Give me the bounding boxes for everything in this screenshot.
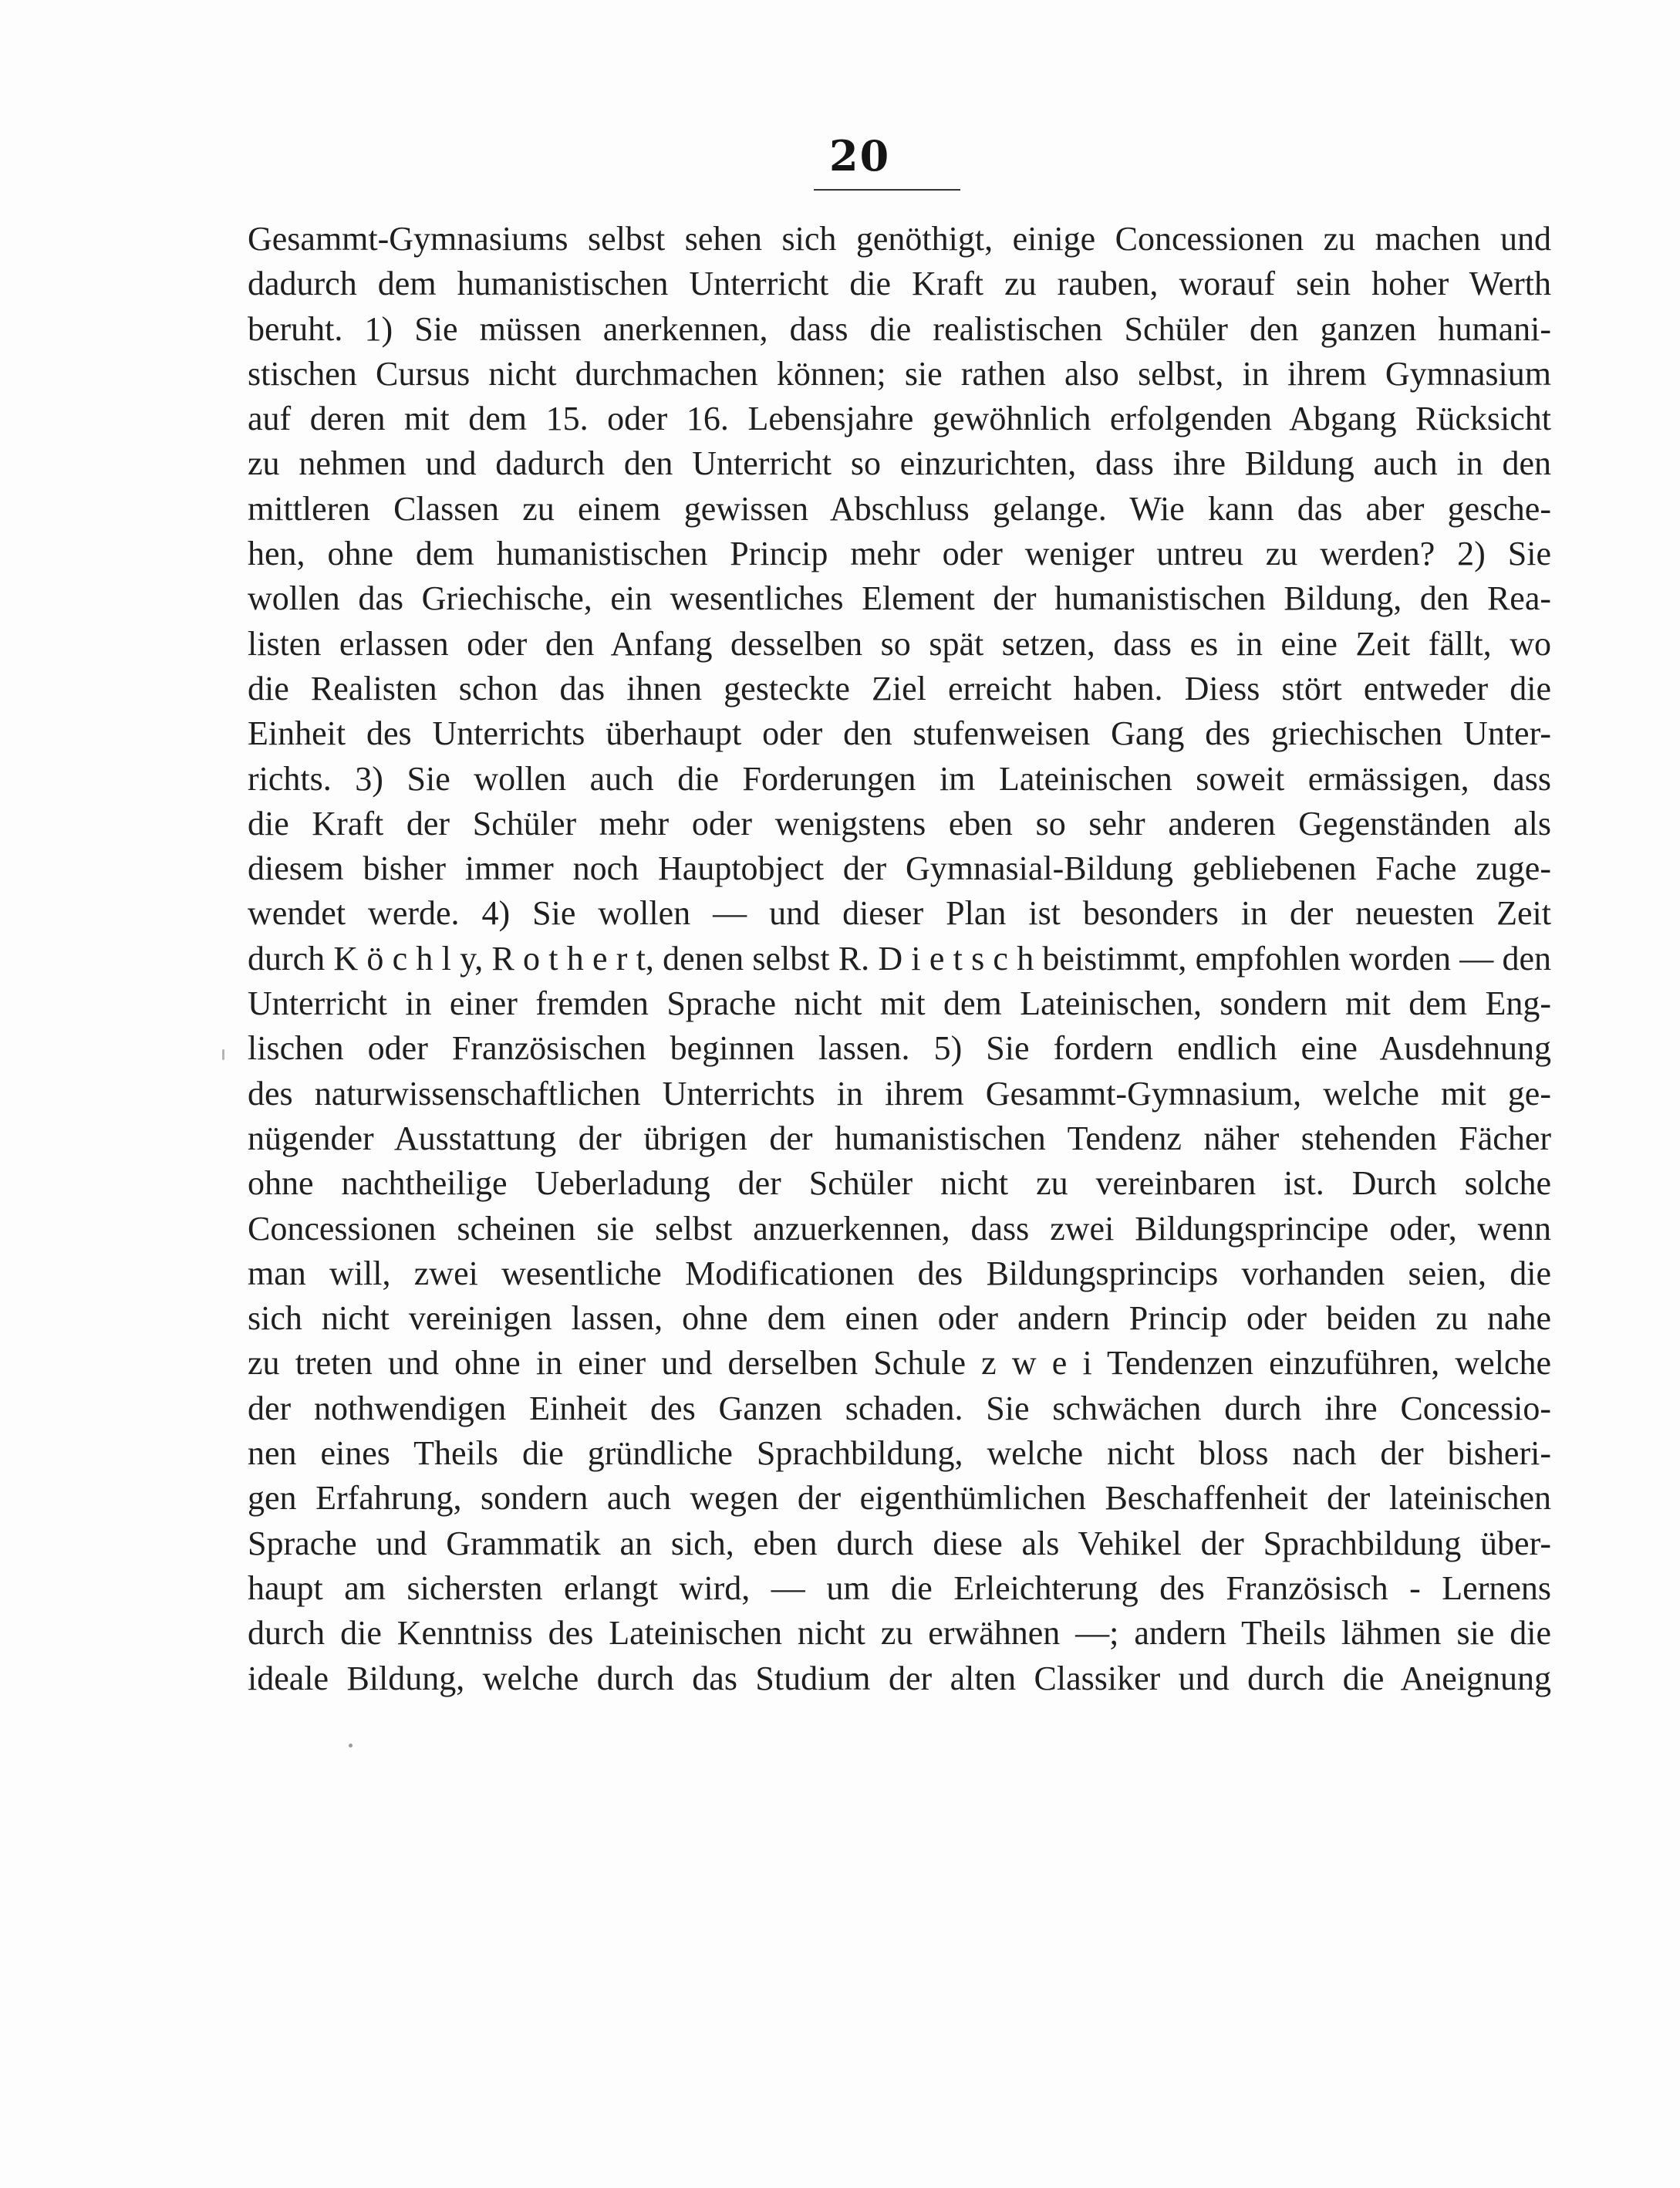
text-line: zu nehmen und dadurch den Unterricht so einzurichten, dass ihre Bildung auch in den — [248, 444, 1551, 483]
text-line: durch K ö c h l y, R o t h e r t, denen selbst R. D i e t s c h beistimmt, empfohlen worden — den — [248, 939, 1551, 978]
text-line: gen Erfahrung, sondern auch wegen der eigenthümlichen Beschaffenheit der lateinischen — [248, 1479, 1551, 1518]
text-line: listen erlassen oder den Anfang desselben so spät setzen, dass es in eine Zeit fällt, wo — [248, 624, 1551, 663]
text-line: hen, ohne dem humanistischen Princip mehr oder weniger untreu zu werden? 2) Sie — [248, 535, 1551, 573]
text-line: die Realisten schon das ihnen gesteckte Ziel erreicht haben. Diess stört entweder die — [248, 669, 1551, 707]
text-line: haupt am sichersten erlangt wird, — um die Erleichterung des Französisch - Lernens — [248, 1568, 1551, 1607]
text-line: richts. 3) Sie wollen auch die Forderungen im Lateinischen soweit ermässigen, dass — [248, 759, 1551, 798]
text-line: beruht. 1) Sie müssen anerkennen, dass die realistischen Schüler den ganzen humani- — [248, 309, 1551, 348]
text-line: wendet werde. 4) Sie wollen — und dieser Plan ist besonders in der neuesten Zeit — [248, 894, 1551, 933]
text-line: Einheit des Unterrichts überhaupt oder den stufenweisen Gang des griechischen Unter- — [248, 714, 1551, 753]
text-line: Concessionen scheinen sie selbst anzuerkennen, dass zwei Bildungsprincipe oder, wenn — [248, 1209, 1551, 1248]
text-line: Unterricht in einer fremden Sprache nicht mit dem Lateinischen, sondern mit dem Eng- — [248, 984, 1551, 1023]
text-line: man will, zwei wesentliche Modificationen des Bildungsprincips vorhanden seien, die — [248, 1254, 1551, 1292]
text-line: Sprache und Grammatik an sich, eben durch diese als Vehikel der Sprachbildung über- — [248, 1524, 1551, 1562]
text-line: Gesammt-Gymnasiums selbst sehen sich genöthigt, einige Concessionen zu machen und — [248, 220, 1551, 258]
body-text — [248, 217, 1551, 1701]
ink-speck — [349, 1744, 353, 1747]
text-line: lischen oder Französischen beginnen lassen. 5) Sie fordern endlich eine Ausdehnung — [248, 1029, 1551, 1068]
text-line: der nothwendigen Einheit des Ganzen schaden. Sie schwächen durch ihre Concessio- — [248, 1389, 1551, 1427]
ink-speck — [222, 1049, 224, 1060]
text-line: ohne nachtheilige Ueberladung der Schüler nicht zu vereinbaren ist. Durch solche — [248, 1164, 1551, 1203]
text-line: nügender Ausstattung der übrigen der humanistischen Tendenz näher stehenden Fächer — [248, 1119, 1551, 1157]
text-line: zu treten und ohne in einer und derselben Schule z w e i Tendenzen einzuführen, welche — [248, 1344, 1551, 1383]
text-line: mittleren Classen zu einem gewissen Abschluss gelange. Wie kann das aber gesche- — [248, 489, 1551, 528]
text-line: auf deren mit dem 15. oder 16. Lebensjahre gewöhnlich erfolgenden Abgang Rücksicht — [248, 400, 1551, 438]
text-line: nen eines Theils die gründliche Sprachbildung, welche nicht bloss nach der bisheri- — [248, 1434, 1551, 1473]
text-line: durch die Kenntniss des Lateinischen nicht zu erwähnen —; andern Theils lähmen sie die — [248, 1614, 1551, 1653]
text-line: sich nicht vereinigen lassen, ohne dem einen oder andern Princip oder beiden zu nahe — [248, 1299, 1551, 1338]
text-line: die Kraft der Schüler mehr oder wenigstens eben so sehr anderen Gegenständen als — [248, 804, 1551, 842]
text-line: diesem bisher immer noch Hauptobject der Gymnasial-Bildung gebliebenen Fache zuge- — [248, 849, 1551, 888]
text-line: dadurch dem humanistischen Unterricht die Kraft zu rauben, worauf sein hoher Werth — [248, 265, 1551, 303]
page-number: 20 — [829, 131, 891, 181]
text-line: stischen Cursus nicht durchmachen können; sie rathen also selbst, in ihrem Gymnasium — [248, 354, 1551, 393]
text-line: wollen das Griechische, ein wesentliches Element der humanistischen Bildung, den Rea- — [248, 579, 1551, 618]
text-line: ideale Bildung, welche durch das Studium der alten Classiker und durch die Aneignung — [248, 1659, 1551, 1697]
text-line: des naturwissenschaftlichen Unterrichts in ihrem Gesammt-Gymnasium, welche mit ge- — [248, 1074, 1551, 1113]
page-number-rule — [814, 189, 960, 191]
